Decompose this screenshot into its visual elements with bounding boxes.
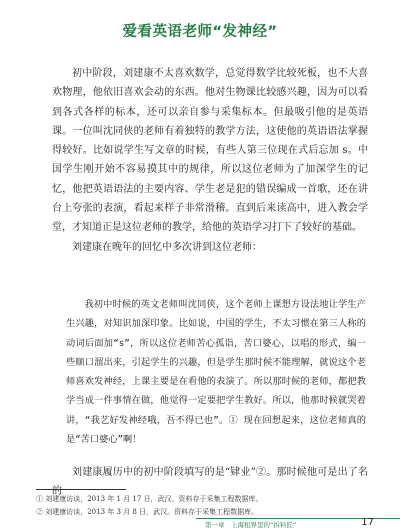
footnote: ① 刘建康访谈，2013 年 1 月 17 日，武汉。资料存于采集工程数据库。	[36, 495, 263, 503]
section-title: 爱看英语老师“发神经”	[122, 24, 278, 40]
footnote: ② 刘建康访谈，2013 年 3 月 8 日，武汉。资料存于采集工程数据库。	[36, 507, 259, 516]
footnotes	[36, 493, 366, 518]
page-number: 17	[361, 517, 374, 528]
quote-text: 我初中时候的英文老师叫沈同侠，这个老师上课想方设法地让学生产生兴趣，对知识加深印象。比如说，中国的学生，不太习惯在第三人称的动词后面加“s”，所以这位老师苦心孤诣，苦口婆心，以唱的形式，编一些顺口溜出来，引起学生的兴趣，但是学生那时候不能理解，就说这个老师喜欢发神经，上课主要是在看他的表演了。所以那时候的老师，都把教学当成一件事情在做，他觉得一定要把学生教好。所以，他那时候就哭着讲，“我艺好发神经哦，吾不得已也”。① 现在回想起来，这位老师真的是“苦口婆心”啊！	[66, 299, 366, 446]
paragraph: 刘建康在晚年的回忆中多次讲到这位老师：	[72, 241, 262, 253]
page-footer	[0, 518, 400, 531]
paragraph: 初中阶段，刘建康不太喜欢数学，总觉得数学比较死板，也不大喜欢物理，他依旧喜欢会动的东西。他对生物课比较感兴趣，因为可以看到各式各样的标本，还可以亲自参与采集标本。但最吸引他的是英语课。一位叫沈同侠的老师有着独特的教学方法，这使他的英语语法掌握得较好。比如说学生写文章的时候，有些人第三位现在式后忘加 s。中国学生刚开始不容易摸其中的规律，所以这位老师为了加深学生的记忆，他把英语语法的主要内容、学生老是犯的错误编成一首歌，还在讲台上夸张的表演，看起来样子非常滑稽。直到后来读高中，进入教会学堂，才知道正是这位老师的教学，给他的英语学习打下了较好的基础。	[52, 68, 368, 234]
paragraph: 刘建康履历中的初中阶段填写的是“肄业”②。那时候他可是出了名的	[52, 467, 368, 498]
block-quote	[66, 295, 366, 449]
body-text	[52, 64, 368, 257]
running-footer-chapter: 第一章 上海租界里的“拆料匠”	[205, 521, 297, 529]
footnote-divider	[36, 489, 126, 490]
